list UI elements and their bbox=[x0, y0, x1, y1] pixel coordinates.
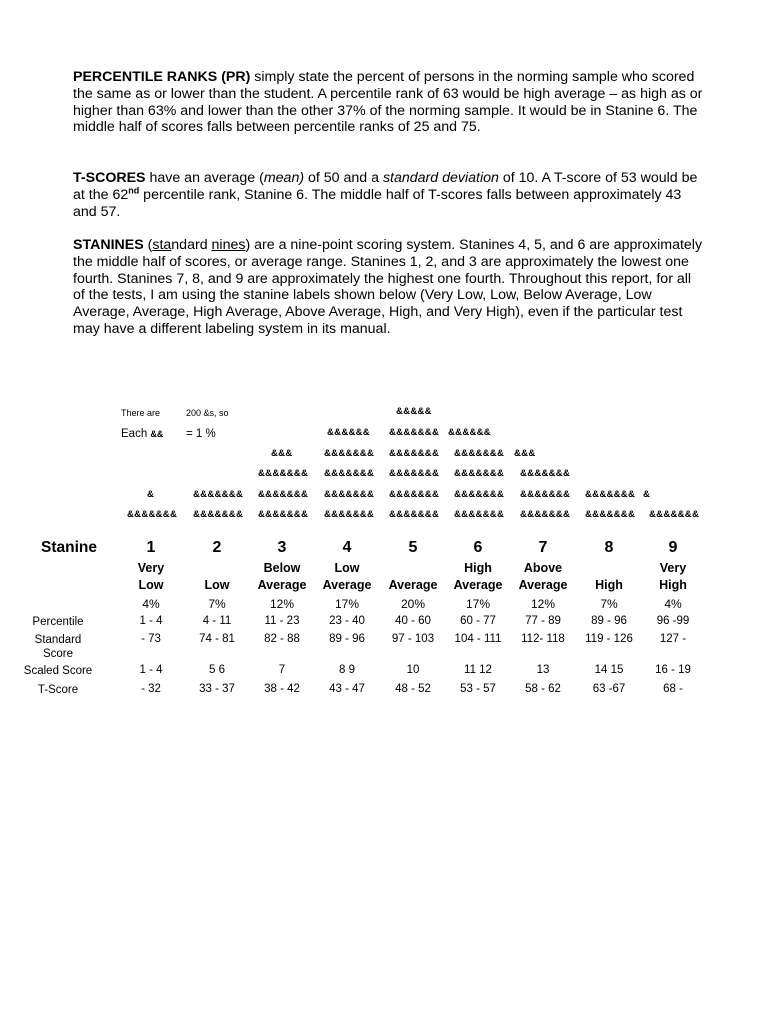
standard-score-value: - 73 bbox=[141, 633, 161, 645]
distribution-amp-cell: &&&&&&& bbox=[389, 489, 440, 500]
stanines-text-1: ( bbox=[143, 237, 153, 253]
percentile-value: 60 - 77 bbox=[460, 615, 496, 627]
t-scores-paragraph bbox=[73, 170, 703, 220]
stanine-label-line-1: Low bbox=[334, 561, 360, 575]
distribution-amp-cell: &&&&&&& bbox=[389, 448, 440, 459]
t-score-row-label: T-Score bbox=[37, 684, 79, 696]
distribution-note-each bbox=[121, 428, 163, 440]
standard-score-value: 104 - 111 bbox=[454, 633, 502, 645]
stanine-percent: 17% bbox=[334, 597, 360, 611]
stanine-number: 1 bbox=[146, 539, 156, 556]
stanine-number: 9 bbox=[668, 539, 678, 556]
percentile-value: 1 - 4 bbox=[139, 615, 163, 627]
percentile-ranks-text: simply state the percent of persons in the norming sample who scored the same as or lower than the student. A percentile rank of 63 would be high average – as high as or higher than 63% and lower than the other 37% of the norming sample. It would be in Stanine 6. The middle half of scores falls between percentile ranks of 25 and 75. bbox=[73, 69, 703, 136]
stanine-label-line-1: Below bbox=[263, 561, 301, 575]
distribution-amp-cell: &&&&&&& bbox=[454, 448, 505, 459]
scaled-score-value: 14 15 bbox=[594, 664, 624, 676]
stanine-label-line-1: Very bbox=[137, 561, 165, 575]
distribution-amp-cell: &&&&&&& bbox=[258, 509, 309, 520]
t-scores-text-4: percentile rank, Stanine 6. The middle half of T-scores falls between approximately 43 and 57. bbox=[73, 186, 682, 220]
t-scores-term: T-SCORES bbox=[73, 170, 146, 186]
stanine-percent: 7% bbox=[600, 597, 618, 611]
scaled-score-value: 11 12 bbox=[464, 664, 492, 676]
stanines-text-2: ndard bbox=[171, 237, 212, 253]
distribution-amp-cell: & bbox=[643, 489, 651, 500]
distribution-amp-cell: &&&&&&& bbox=[127, 509, 178, 520]
distribution-amp-cell: &&&&& bbox=[396, 406, 432, 417]
stanine-label-line-2: Average bbox=[257, 578, 307, 592]
standard-score-value: 82 - 88 bbox=[264, 633, 300, 645]
t-score-value: 53 - 57 bbox=[460, 683, 496, 695]
distribution-amp-cell: &&&&&&& bbox=[324, 509, 375, 520]
stanine-number: 3 bbox=[277, 539, 287, 556]
scaled-score-value: 8 9 bbox=[339, 664, 355, 676]
stanine-label-line-2: Average bbox=[453, 578, 503, 592]
scaled-score-value: 7 bbox=[278, 664, 286, 676]
percentile-ranks-paragraph bbox=[73, 69, 703, 136]
stanine-percent: 17% bbox=[465, 597, 491, 611]
distribution-amp-cell: &&&&&& bbox=[448, 427, 491, 438]
stanine-percent: 20% bbox=[400, 597, 426, 611]
stanine-label-line-2: High bbox=[659, 578, 687, 592]
stanines-underline-2: nines bbox=[211, 237, 246, 253]
distribution-amp-cell: & bbox=[147, 489, 155, 500]
standard-score-value: 127 - bbox=[659, 633, 687, 645]
percentile-value: 77 - 89 bbox=[525, 615, 561, 627]
distribution-amp-cell: &&&&&&& bbox=[193, 509, 244, 520]
stanine-number: 5 bbox=[408, 539, 418, 556]
t-score-value: 43 - 47 bbox=[329, 683, 365, 695]
distribution-amp-cell: &&&&&&& bbox=[258, 468, 309, 479]
stanine-percent: 12% bbox=[530, 597, 556, 611]
percentile-value: 89 - 96 bbox=[591, 615, 627, 627]
distribution-amp-cell: &&& bbox=[514, 448, 536, 459]
distribution-amp-cell: &&&&&&& bbox=[649, 509, 700, 520]
scaled-score-value: 10 bbox=[406, 664, 420, 676]
stanine-percent: 7% bbox=[208, 597, 226, 611]
t-scores-text-1: have an average ( bbox=[145, 170, 264, 186]
distribution-amp-cell: &&&&&&& bbox=[520, 489, 571, 500]
distribution-note-one-percent: = 1 % bbox=[186, 428, 216, 440]
stanine-label-line-2: Average bbox=[322, 578, 372, 592]
stanine-label-line-2: Low bbox=[138, 578, 164, 592]
percentile-ranks-term: PERCENTILE RANKS (PR) bbox=[73, 69, 251, 85]
t-score-value: 63 -67 bbox=[592, 683, 626, 695]
stanines-paragraph bbox=[73, 237, 703, 338]
t-score-value: - 32 bbox=[141, 683, 161, 695]
distribution-amp-cell: &&&&&&& bbox=[454, 509, 505, 520]
stanine-label-line-2: Average bbox=[518, 578, 568, 592]
distribution-amp-cell: &&&&&&& bbox=[585, 489, 636, 500]
stanines-underline-1: sta bbox=[152, 237, 172, 253]
distribution-amp-cell: &&& bbox=[271, 448, 293, 459]
stanine-label-line-1: High bbox=[464, 561, 492, 575]
stanine-number: 8 bbox=[604, 539, 614, 556]
t-scores-text-2: of 50 and a bbox=[304, 170, 383, 186]
stanine-label-line-2: Average bbox=[388, 578, 438, 592]
distribution-amp-cell: &&&&&&& bbox=[324, 448, 375, 459]
stanine-number: 2 bbox=[212, 539, 222, 556]
t-scores-standard-deviation: standard deviation bbox=[382, 170, 499, 186]
standard-score-value: 97 - 103 bbox=[391, 633, 435, 645]
scaled-score-value: 1 - 4 bbox=[139, 664, 163, 676]
t-score-value: 68 - bbox=[663, 683, 683, 695]
standard-score-value: 119 - 126 bbox=[585, 633, 633, 645]
distribution-amp-cell: &&&&&&& bbox=[454, 489, 505, 500]
distribution-amp-cell: &&&&&&& bbox=[389, 509, 440, 520]
stanine-percent: 4% bbox=[664, 597, 682, 611]
distribution-amp-cell: &&&&&&& bbox=[389, 427, 440, 438]
stanines-text-3: ) are a nine-point scoring system. Stanines 4, 5, and 6 are approximately the middle half of scores, or average range. Stanines 1, 2, and 3 are approximately the lowest one fourth. Stanines 7, 8, and 9 are approximately the highest one fourth. Throughout this report, for all of the tests, I am using the stanine labels shown below (Very Low, Low, Below Average, Low Average, Average, High Average, Above Average, High, and Very High), even if the particular test may have a different labeling system in its manual. bbox=[73, 237, 703, 337]
stanine-label-line-1: Very bbox=[659, 561, 687, 575]
distribution-amp-cell: &&&&&&& bbox=[389, 468, 440, 479]
distribution-amp-cell: &&&&&&& bbox=[520, 468, 571, 479]
t-scores-superscript: nd bbox=[128, 185, 140, 196]
scaled-score-row-label: Scaled Score bbox=[23, 665, 93, 677]
t-scores-mean: mean) bbox=[263, 170, 305, 186]
distribution-amp-cell: &&&&&&& bbox=[193, 489, 244, 500]
distribution-amp-cell: &&&&&&& bbox=[324, 468, 375, 479]
stanine-label-line-1: Above bbox=[523, 561, 563, 575]
standard-score-row-label: Standard Score bbox=[34, 634, 82, 660]
t-score-value: 38 - 42 bbox=[264, 683, 300, 695]
stanines-term: STANINES bbox=[73, 237, 144, 253]
t-score-value: 58 - 62 bbox=[525, 683, 561, 695]
stanine-percent: 4% bbox=[142, 597, 160, 611]
stanine-number: 6 bbox=[473, 539, 483, 556]
distribution-amp-cell: &&&&&&& bbox=[454, 468, 505, 479]
stanine-number: 7 bbox=[538, 539, 548, 556]
percentile-value: 40 - 60 bbox=[395, 615, 431, 627]
percentile-value: 23 - 40 bbox=[329, 615, 365, 627]
t-score-value: 48 - 52 bbox=[395, 683, 431, 695]
distribution-amp-cell: &&&&&& bbox=[327, 427, 370, 438]
t-scores-text-3: of 10. A T-score of 53 would be at the 62 bbox=[73, 170, 698, 203]
stanine-number: 4 bbox=[342, 539, 352, 556]
standard-score-value: 112- 118 bbox=[521, 633, 565, 645]
distribution-note-there-are: There are bbox=[121, 408, 161, 418]
stanine-label-line-2: Low bbox=[204, 578, 230, 592]
distribution-note-200: 200 &s, so bbox=[186, 408, 229, 418]
distribution-amp-cell: &&&&&&& bbox=[258, 489, 309, 500]
standard-score-value: 89 - 96 bbox=[329, 633, 365, 645]
stanine-row-label: Stanine bbox=[41, 539, 97, 556]
scaled-score-value: 16 - 19 bbox=[655, 664, 691, 676]
scaled-score-value: 5 6 bbox=[209, 664, 225, 676]
distribution-note-each-text: Each bbox=[121, 428, 151, 440]
t-score-value: 33 - 37 bbox=[199, 683, 235, 695]
percentile-row-label: Percentile bbox=[32, 616, 84, 628]
scaled-score-value: 13 bbox=[536, 664, 550, 676]
percentile-value: 96 -99 bbox=[656, 615, 690, 627]
distribution-amp-cell: &&&&&&& bbox=[585, 509, 636, 520]
stanine-label-line-2: High bbox=[595, 578, 623, 592]
stanine-percent: 12% bbox=[269, 597, 295, 611]
percentile-value: 11 - 23 bbox=[264, 615, 300, 627]
distribution-amp-cell: &&&&&&& bbox=[520, 509, 571, 520]
percentile-value: 4 - 11 bbox=[202, 615, 232, 627]
distribution-amp-cell: &&&&&&& bbox=[324, 489, 375, 500]
distribution-note-each-amp: && bbox=[150, 429, 164, 439]
standard-score-value: 74 - 81 bbox=[199, 633, 235, 645]
